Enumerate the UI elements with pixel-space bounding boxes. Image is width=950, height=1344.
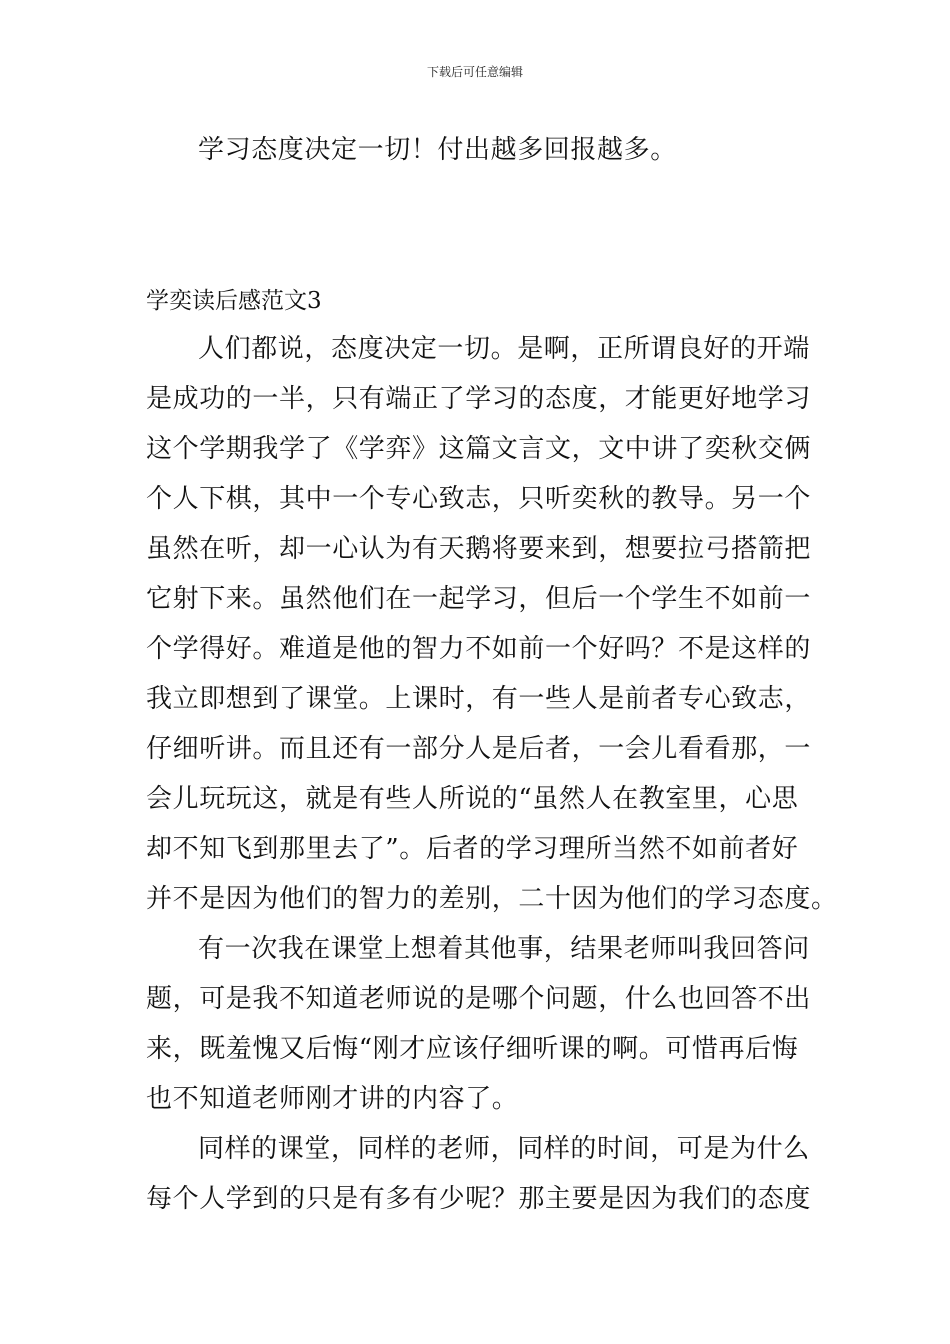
paragraph-1-line-10: 会儿玩玩这，就是有些人所说的“虽然人在教室里，心思: [146, 784, 799, 814]
paragraph-2-line-3: 来，既羞愧又后悔“刚才应该仔细听课的啊。可惜再后悔: [146, 1034, 799, 1064]
paragraph-1-line-11: 却不知飞到那里去了”。后者的学习理所当然不如前者好: [146, 834, 799, 864]
section-title: 学奕读后感范文3: [146, 288, 322, 314]
paragraph-1-line-8: 我立即想到了课堂。上课时，有一些人是前者专心致志，: [146, 684, 812, 714]
paragraph-1-line-5: 虽然在听，却一心认为有天鹅将要来到，想要拉弓搭箭把: [146, 534, 812, 564]
paragraph-1-line-2: 是成功的一半，只有端正了学习的态度，才能更好地学习: [146, 384, 812, 414]
paragraph-2-line-4: 也不知道老师刚才讲的内容了。: [146, 1084, 519, 1114]
paragraph-3-line-1: 同样的课堂，同样的老师，同样的时间，可是为什么: [198, 1134, 810, 1164]
paragraph-1-line-12: 并不是因为他们的智力的差别，二十因为他们的学习态度。: [146, 884, 838, 914]
paragraph-3-line-2: 每个人学到的只是有多有少呢？那主要是因为我们的态度: [146, 1184, 812, 1214]
page-header: 下载后可任意编辑: [426, 65, 523, 79]
intro-line: 学习态度决定一切！付出越多回报越多。: [198, 135, 677, 165]
paragraph-1-line-7: 个学得好。难道是他的智力不如前一个好吗？不是这样的: [146, 634, 812, 664]
paragraph-1-line-3: 这个学期我学了《学弈》这篇文言文，文中讲了奕秋交俩: [146, 434, 812, 464]
paragraph-1-line-4: 个人下棋，其中一个专心致志，只听奕秋的教导。另一个: [146, 484, 812, 514]
paragraph-2-line-2: 题，可是我不知道老师说的是哪个问题，什么也回答不出: [146, 984, 812, 1014]
paragraph-1-line-1: 人们都说，态度决定一切。是啊，正所谓良好的开端: [198, 334, 810, 364]
paragraph-1-line-9: 仔细听讲。而且还有一部分人是后者，一会儿看看那，一: [146, 734, 812, 764]
paragraph-2-line-1: 有一次我在课堂上想着其他事，结果老师叫我回答问: [198, 934, 810, 964]
paragraph-1-line-6: 它射下来。虽然他们在一起学习，但后一个学生不如前一: [146, 584, 812, 614]
